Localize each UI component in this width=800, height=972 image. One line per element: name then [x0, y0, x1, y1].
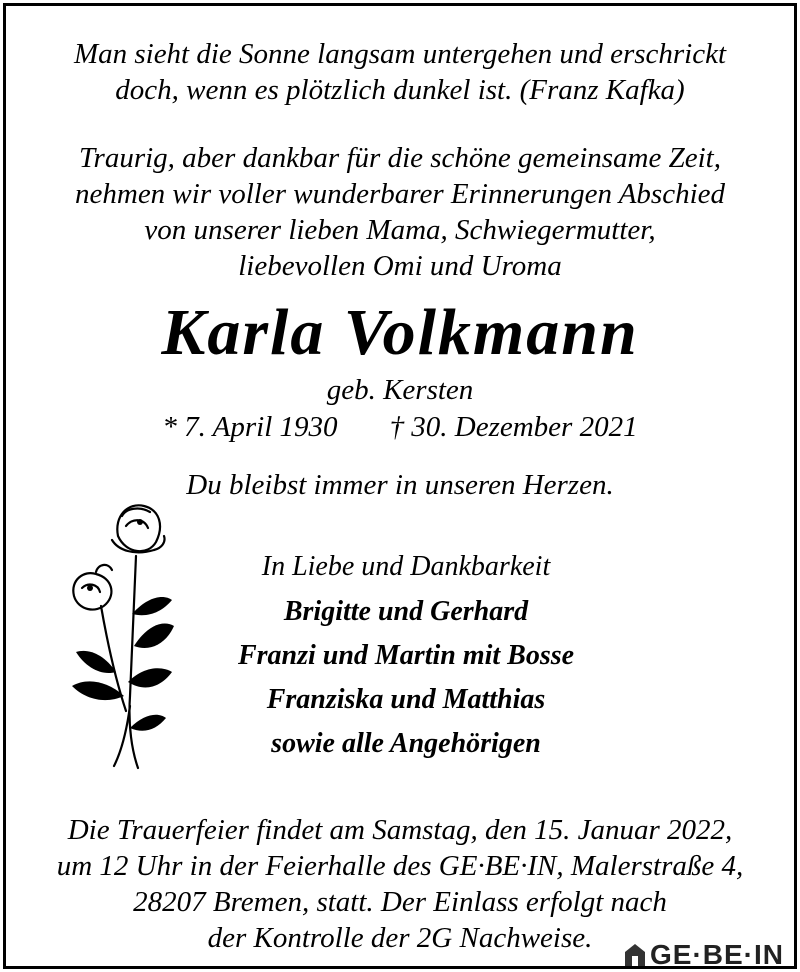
maiden-name: geb. Kersten — [326, 374, 474, 406]
ceremony-line-4: der Kontrolle der 2G Nachweise. — [207, 922, 593, 954]
logo-text: GE·BE·IN — [650, 939, 784, 969]
mourner-line-2: Franzi und Martin mit Bosse — [237, 640, 575, 671]
gebein-logo-icon — [623, 942, 647, 968]
life-dates — [6, 409, 794, 445]
ceremony-line-1: Die Trauerfeier findet am Samstag, den 15. Januar 2022, — [67, 814, 733, 846]
ceremony-line-2: um 12 Uhr in der Feierhalle des GE·BE·IN, Malerstraße 4, — [56, 850, 744, 882]
mourners-heading: In Liebe und Dankbarkeit — [261, 551, 551, 582]
quote-line-2: doch, wenn es plötzlich dunkel ist. (Franz Kafka) — [115, 74, 685, 106]
motto: Du bleibst immer in unseren Herzen. — [186, 469, 614, 501]
ceremony-line-3: 28207 Bremen, statt. Der Einlass erfolgt nach — [133, 886, 667, 918]
gebein-logo — [619, 938, 790, 969]
birth-date: * 7. April 1930 — [162, 411, 338, 443]
mourner-line-3: Franziska und Matthias — [266, 684, 546, 715]
intro-line-3: von unserer lieben Mama, Schwiegermutter, — [144, 214, 656, 246]
intro-line-4: liebevollen Omi und Uroma — [238, 250, 562, 282]
quote-line-1: Man sieht die Sonne langsam untergehen und erschrickt — [73, 38, 727, 70]
mourner-line-1: Brigitte und Gerhard — [283, 596, 529, 627]
rose-icon — [56, 496, 186, 771]
intro-line-1: Traurig, aber dankbar für die schöne gemeinsame Zeit, — [79, 142, 721, 174]
mourner-line-4: sowie alle Angehörigen — [271, 728, 541, 759]
intro-line-2: nehmen wir voller wunderbarer Erinnerungen Abschied — [75, 178, 725, 210]
death-date: † 30. Dezember 2021 — [389, 411, 638, 443]
deceased-name: Karla Volkmann — [161, 296, 639, 369]
obituary-notice — [3, 3, 797, 969]
